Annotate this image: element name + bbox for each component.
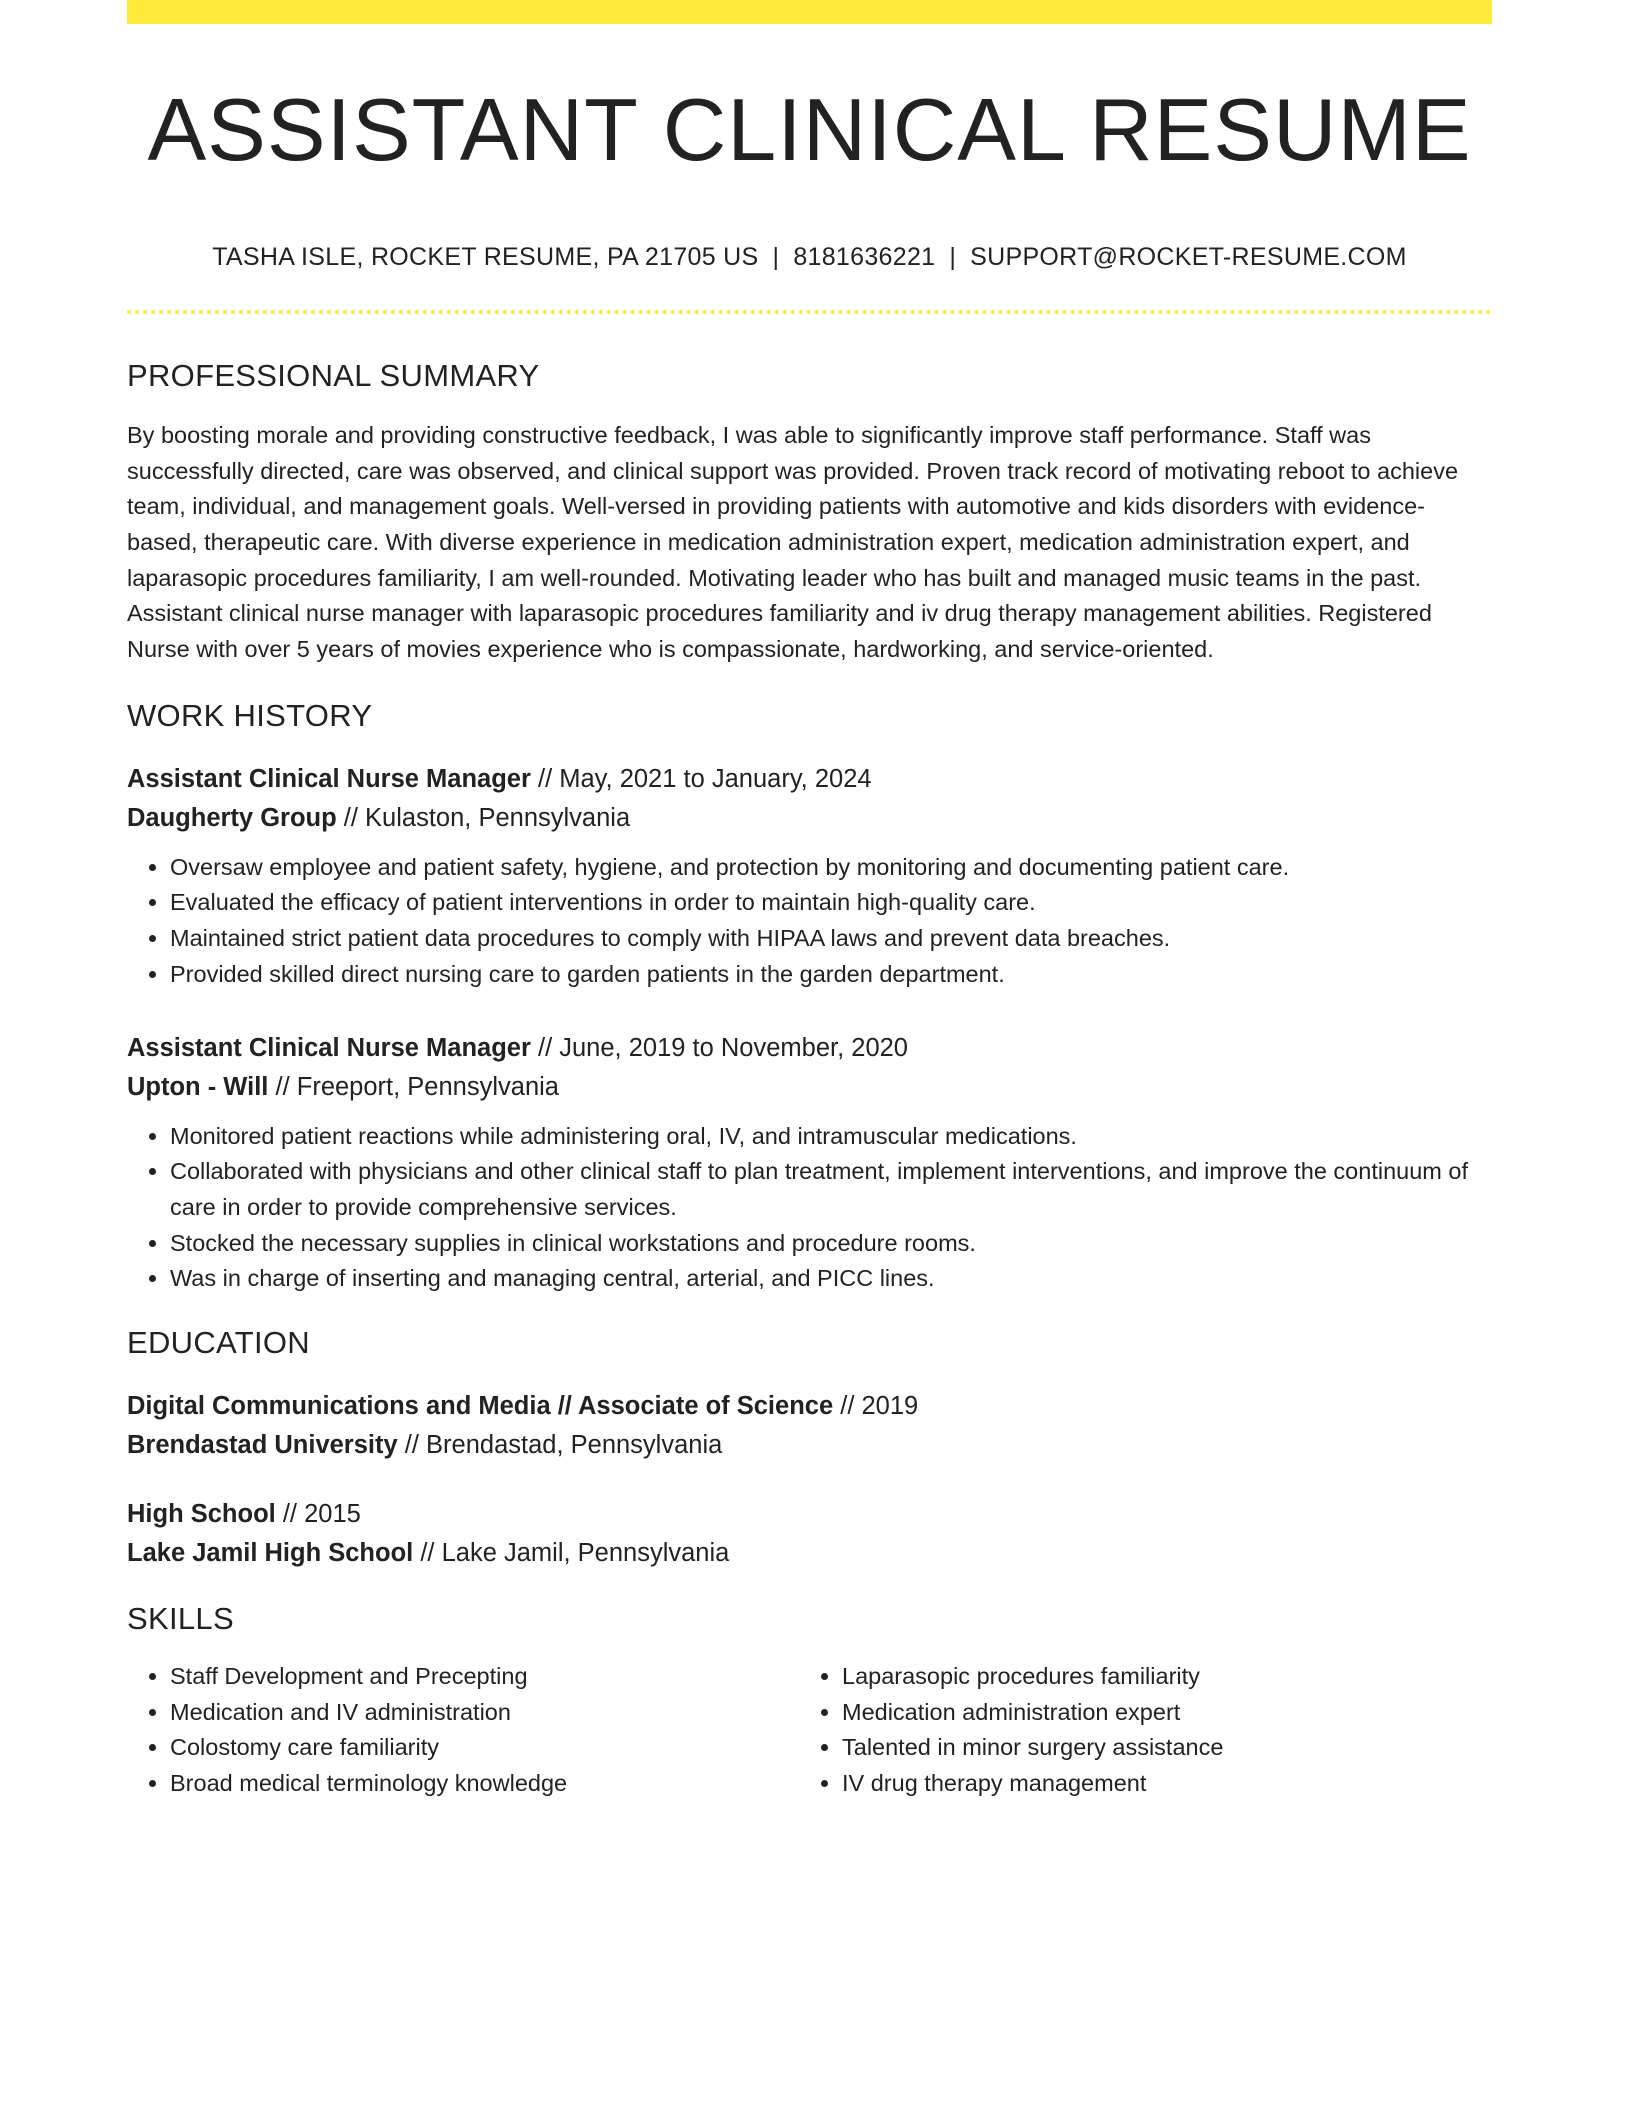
job-bullet: • Stocked the necessary supplies in clinical workstations and procedure rooms. [170, 1226, 1492, 1262]
education-year: // 2019 [840, 1392, 919, 1421]
skills-column-left [127, 1659, 799, 1802]
education-school: Brendastad University [127, 1431, 398, 1460]
skills-list [127, 1659, 799, 1802]
contact-separator: | [949, 242, 957, 271]
job-bullet: • Collaborated with physicians and other clinical staff to plan treatment, implement interventions, and improve the continuum of care in order to provide comprehensive services. [170, 1154, 1492, 1225]
resume-page [127, 0, 1492, 1802]
resume-title: ASSISTANT CLINICAL RESUME [147, 80, 1472, 179]
skills-grid [127, 1659, 1492, 1802]
work-history-heading: WORK HISTORY [127, 697, 373, 733]
contact-line [127, 243, 1492, 272]
job-title-line [127, 760, 1492, 799]
education-school: Lake Jamil High School [127, 1539, 414, 1568]
job-location: // Kulaston, Pennsylvania [343, 803, 631, 832]
skill-item: • Talented in minor surgery assistance [842, 1730, 1471, 1766]
job-bullet: • Maintained strict patient data procedures to comply with HIPAA laws and prevent data breaches. [170, 921, 1492, 957]
job-company: Upton - Will [127, 1072, 269, 1101]
job-entry [127, 1029, 1492, 1298]
job-bullet: • Was in charge of inserting and managing central, arterial, and PICC lines. [170, 1261, 1492, 1297]
summary-heading: PROFESSIONAL SUMMARY [127, 357, 540, 393]
job-title-line [127, 1029, 1492, 1068]
education-entry [127, 1495, 1492, 1573]
job-bullets [127, 850, 1492, 993]
skill-item: • Medication administration expert [842, 1695, 1471, 1731]
education-location: // Brendastad, Pennsylvania [404, 1431, 723, 1460]
education-school-line [127, 1534, 1492, 1573]
summary-text: By boosting morale and providing constructive feedback, I was able to significantly improve staff performance. Staff was successfully directed, care was observed, and clinical support was provided. Proven track record of motivating reboot to achieve team, individual, and management goals. Well-versed in providing patients with automotive and kids disorders with evidence-based, therapeutic care. With diverse experience in medication administration expert, medication administration expert, and laparasopic procedures familiarity, I am well-rounded. Motivating leader who has built and managed music teams in the past. Assistant clinical nurse manager with laparasopic procedures familiarity and iv drug therapy management abilities. Registered Nurse with over 5 years of movies experience who is compassionate, hardworking, and service-oriented. [127, 421, 1459, 663]
skills-heading: SKILLS [127, 1601, 234, 1637]
dotted-divider [127, 310, 1492, 314]
job-bullet: • Monitored patient reactions while administering oral, IV, and intramuscular medications. [170, 1119, 1492, 1155]
job-location: // Freeport, Pennsylvania [275, 1072, 559, 1101]
education-degree-line [127, 1387, 1492, 1426]
skill-item: • Laparasopic procedures familiarity [842, 1659, 1471, 1695]
accent-bar [127, 0, 1492, 24]
contact-email: SUPPORT@ROCKET-RESUME.COM [970, 242, 1407, 271]
job-title: Assistant Clinical Nurse Manager [127, 1033, 531, 1062]
skill-item: • Medication and IV administration [170, 1695, 799, 1731]
education-location: // Lake Jamil, Pennsylvania [420, 1539, 730, 1568]
skills-list [799, 1659, 1471, 1802]
contact-address: TASHA ISLE, ROCKET RESUME, PA 21705 US [212, 242, 759, 271]
job-bullet: • Oversaw employee and patient safety, hygiene, and protection by monitoring and documenting patient care. [170, 850, 1492, 886]
job-bullets [127, 1119, 1492, 1298]
contact-separator: | [772, 242, 780, 271]
job-company-line [127, 1068, 1492, 1107]
education-degree: Digital Communications and Media // Associate of Science [127, 1392, 834, 1421]
education-entry [127, 1387, 1492, 1465]
contact-phone: 8181636221 [793, 242, 936, 271]
job-title: Assistant Clinical Nurse Manager [127, 764, 531, 793]
job-entry [127, 760, 1492, 993]
skill-item: • Colostomy care familiarity [170, 1730, 799, 1766]
skill-item: • Broad medical terminology knowledge [170, 1766, 799, 1802]
education-year: // 2015 [282, 1500, 361, 1529]
education-degree-line [127, 1495, 1492, 1534]
skill-item: • Staff Development and Precepting [170, 1659, 799, 1695]
skill-item: • IV drug therapy management [842, 1766, 1471, 1802]
education-heading: EDUCATION [127, 1325, 310, 1361]
job-company-line [127, 799, 1492, 838]
skills-column-right [799, 1659, 1471, 1802]
job-company: Daugherty Group [127, 803, 337, 832]
job-dates: // June, 2019 to November, 2020 [537, 1033, 908, 1062]
education-degree: High School [127, 1500, 276, 1529]
job-bullet: • Provided skilled direct nursing care to garden patients in the garden department. [170, 957, 1492, 993]
job-bullet: • Evaluated the efficacy of patient interventions in order to maintain high-quality care. [170, 885, 1492, 921]
job-dates: // May, 2021 to January, 2024 [537, 764, 872, 793]
education-school-line [127, 1426, 1492, 1465]
